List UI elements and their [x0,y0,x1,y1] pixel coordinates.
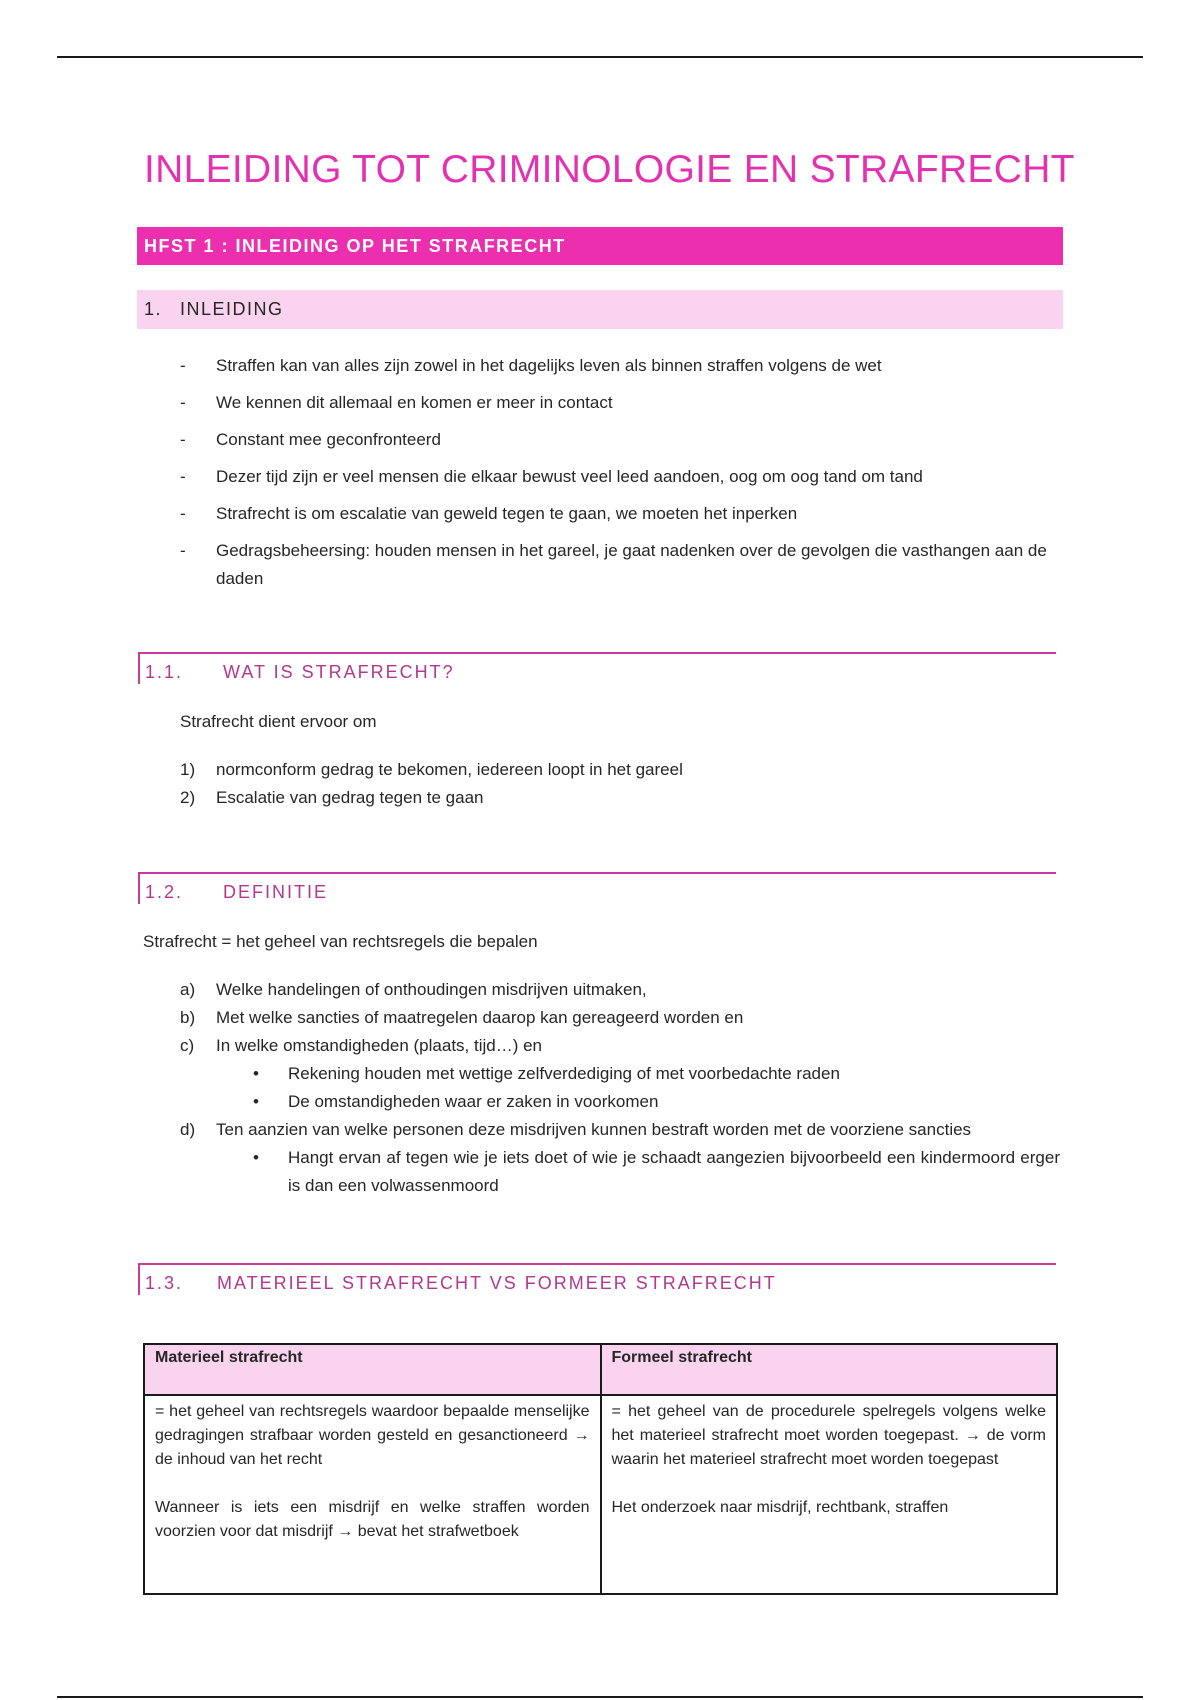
lettered-list-definitie [180,976,1060,1200]
sub-bullet-list [216,1060,1060,1116]
list-item: • De omstandigheden waar er zaken in voorkomen [253,1092,659,1111]
list-item: • Hangt ervan af tegen wie je iets doet of wie je schaadt aangezien bijvoorbeeld een kindermoord erger is dan een volwassenmoord [253,1148,1060,1195]
list-item: d) Ten aanzien van welke personen deze misdrijven kunnen bestraft worden met de voorziene sancties • Hangt ervan af tegen wie je iets doet of wie je schaadt aangezien bijvoorbeeld een kindermoord erger is dan een volwassenmoord [180,1116,1060,1200]
dash-bullet: - [180,393,186,412]
list-item: - Dezer tijd zijn er veel mensen die elkaar bewust veel leed aandoen, oog om oog tand om tand [137,463,1057,491]
list-item: a) Welke handelingen of onthoudingen misdrijven uitmaken, [180,980,647,999]
section-number: 1. [144,299,163,319]
subheading-materieel-vs-formeel: 1.3. MATERIEEL STRAFRECHT VS FORMEER STRAFRECHT [138,1263,1056,1295]
dash-bullet: - [180,467,186,486]
list-item: - Straffen kan van alles zijn zowel in het dagelijks leven als binnen straffen volgens de wet [137,352,1057,380]
subheading-wat-is-strafrecht: 1.1. WAT IS STRAFRECHT? [138,652,1056,684]
table-header-formeel: Formeel strafrecht [601,1344,1058,1395]
list-item: b) Met welke sancties of maatregelen daarop kan gereageerd worden en [180,1008,744,1027]
intro-bullet-list [137,352,1057,602]
list-item: 1) normconform gedrag te bekomen, iedereen loopt in het gareel [180,760,683,779]
list-item: - Strafrecht is om escalatie van geweld tegen te gaan, we moeten het inperken [137,500,1057,528]
document-title: INLEIDING TOT CRIMINOLOGIE EN STRAFRECHT [144,148,1075,191]
dash-bullet: - [180,541,186,560]
list-item: - We kennen dit allemaal en komen er meer in contact [137,389,1057,417]
comparison-table [143,1343,1058,1595]
bottom-rule [57,1696,1143,1698]
list-item: - Gedragsbeheersing: houden mensen in het gareel, je gaat nadenken over de gevolgen die vasthangen aan de daden [137,537,1057,593]
dash-bullet: - [180,430,186,449]
sub-bullet-list [216,1144,1060,1200]
numbered-list-doelen [180,756,1060,812]
table-header-materieel: Materieel strafrecht [144,1344,601,1395]
list-item: 2) Escalatie van gedrag tegen te gaan [180,788,484,807]
section-title: INLEIDING [180,299,284,319]
dash-bullet: - [180,504,186,523]
paragraph-strafrecht-dient: Strafrecht dient ervoor om [180,712,377,731]
subheading-definitie: 1.2. DEFINITIE [138,872,1056,904]
table-header-row [144,1344,1057,1395]
list-item: - Constant mee geconfronteerd [137,426,1057,454]
section-heading-inleiding [137,290,1063,329]
top-rule [57,56,1143,58]
table-row [144,1395,1057,1594]
list-item: c) In welke omstandigheden (plaats, tijd…) en • Rekening houden met wettige zelfverdediging of met voorbedachte raden • De omstandigheden waar er zaken in voorkomen [180,1032,1060,1116]
paragraph-definitie: Strafrecht = het geheel van rechtsregels die bepalen [143,932,538,951]
list-item: • Rekening houden met wettige zelfverdediging of met voorbedachte raden [253,1064,840,1083]
dash-bullet: - [180,356,186,375]
table-cell-materieel: = het geheel van rechtsregels waardoor bepaalde menselijke gedragingen strafbaar worden gesteld en gesanctioneerd → de inhoud van het recht Wanneer is iets een misdrijf en welke straffen worden voorzien voor dat misdrijf → bevat het strafwetboek [144,1395,601,1594]
chapter-heading: HFST 1 : INLEIDING OP HET STRAFRECHT [137,227,1063,265]
table-cell-formeel: = het geheel van de procedurele spelregels volgens welke het materieel strafrecht moet worden toegepast. → de vorm waarin het materieel strafrecht moet worden toegepast Het onderzoek naar misdrijf, rechtbank, straffen [601,1395,1058,1594]
